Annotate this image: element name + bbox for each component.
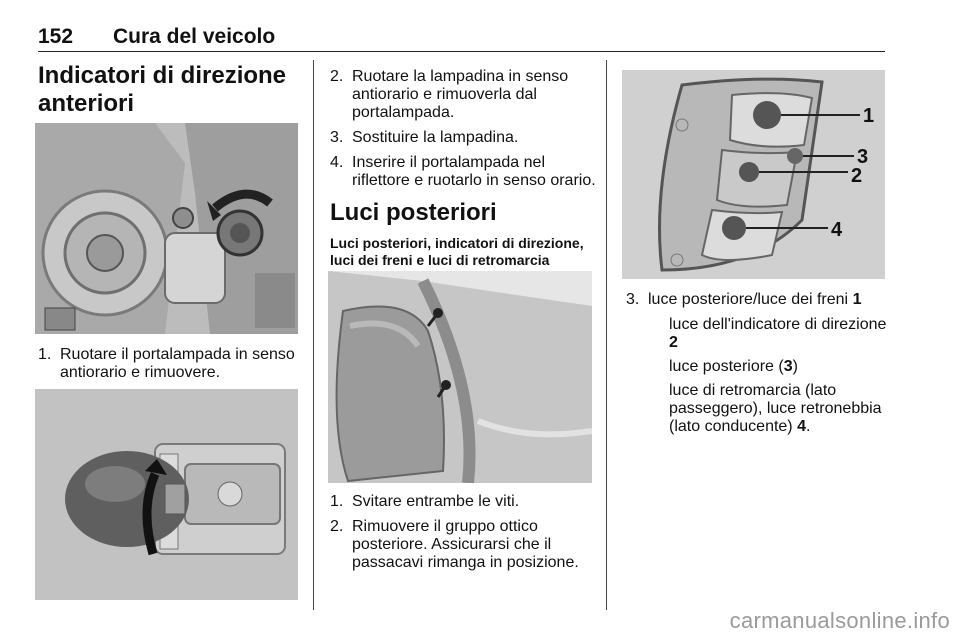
callout-3: 3 (857, 146, 869, 168)
list-item (330, 129, 596, 147)
column-divider-1 (313, 60, 314, 610)
section-title: Cura del veicolo (113, 25, 276, 48)
callout-4: 4 (831, 219, 843, 241)
callout-2: 2 (851, 165, 863, 187)
heading-front-indicators: Indicatori di direzione anteriori (38, 62, 287, 117)
ref-number: 4 (797, 418, 806, 435)
step-number: 3. (626, 291, 640, 308)
step-number: 2. (330, 68, 344, 85)
ref-number: 3 (783, 358, 793, 375)
heading-rear-lights: Luci posteriori (330, 199, 497, 226)
legend-item: luce dell'indicatore di direzione 2 (669, 316, 887, 351)
step-text: Rimuovere il gruppo ottico posteriore. Assicurarsi che il passacavi rimanga in posizione. (352, 518, 579, 571)
lamp-legend (626, 291, 888, 442)
callout-1: 1 (863, 105, 875, 127)
rear-steps (330, 493, 596, 579)
step-number: 1. (38, 346, 52, 363)
ref-number: 1 (852, 291, 862, 308)
header-rule (38, 51, 885, 52)
rear-light-photo (328, 271, 592, 483)
front-indicator-photo (35, 123, 298, 334)
list-item (330, 493, 596, 511)
step-text: Inserire il portalampada nel riflettore e ruotarlo in senso orario. (352, 154, 596, 189)
watermark: carmanualsonline.info (729, 608, 950, 633)
step-text: Svitare entrambe le viti. (352, 493, 520, 510)
list-item (330, 518, 596, 572)
list-item (38, 346, 300, 382)
step-number: 1. (330, 493, 344, 510)
ref-number: 2 (669, 334, 678, 351)
bulb-steps (330, 68, 596, 197)
page-number: 152 (38, 25, 74, 48)
step-number: 4. (330, 154, 344, 171)
tail-lamp-diagram (622, 70, 885, 279)
step-text: Ruotare il portalampada in senso antiorario e rimuovere. (60, 346, 295, 381)
step-number: 3. (330, 129, 344, 146)
column-divider-2 (606, 60, 607, 610)
legend-item: luce di retromarcia (lato passeggero), luce retronebbia (lato conducente) 4. (669, 382, 882, 435)
legend-item: luce posteriore (3) (669, 358, 798, 375)
step-text: Sostituire la lampadina. (352, 129, 519, 146)
list-item (330, 68, 596, 122)
bulb-holder-photo (35, 389, 298, 600)
step-text: Ruotare la lampadina in senso antiorario e rimuoverla dal portalampada. (352, 68, 569, 121)
front-steps (38, 346, 300, 389)
list-item (626, 291, 888, 309)
step-number: 2. (330, 518, 344, 535)
subheading-rear-lights: Luci posteriori, indicatori di direzione, luci dei freni e luci di retromarcia (330, 235, 584, 268)
step-text: luce posteriore/luce dei freni (648, 291, 849, 308)
list-item (330, 154, 596, 190)
